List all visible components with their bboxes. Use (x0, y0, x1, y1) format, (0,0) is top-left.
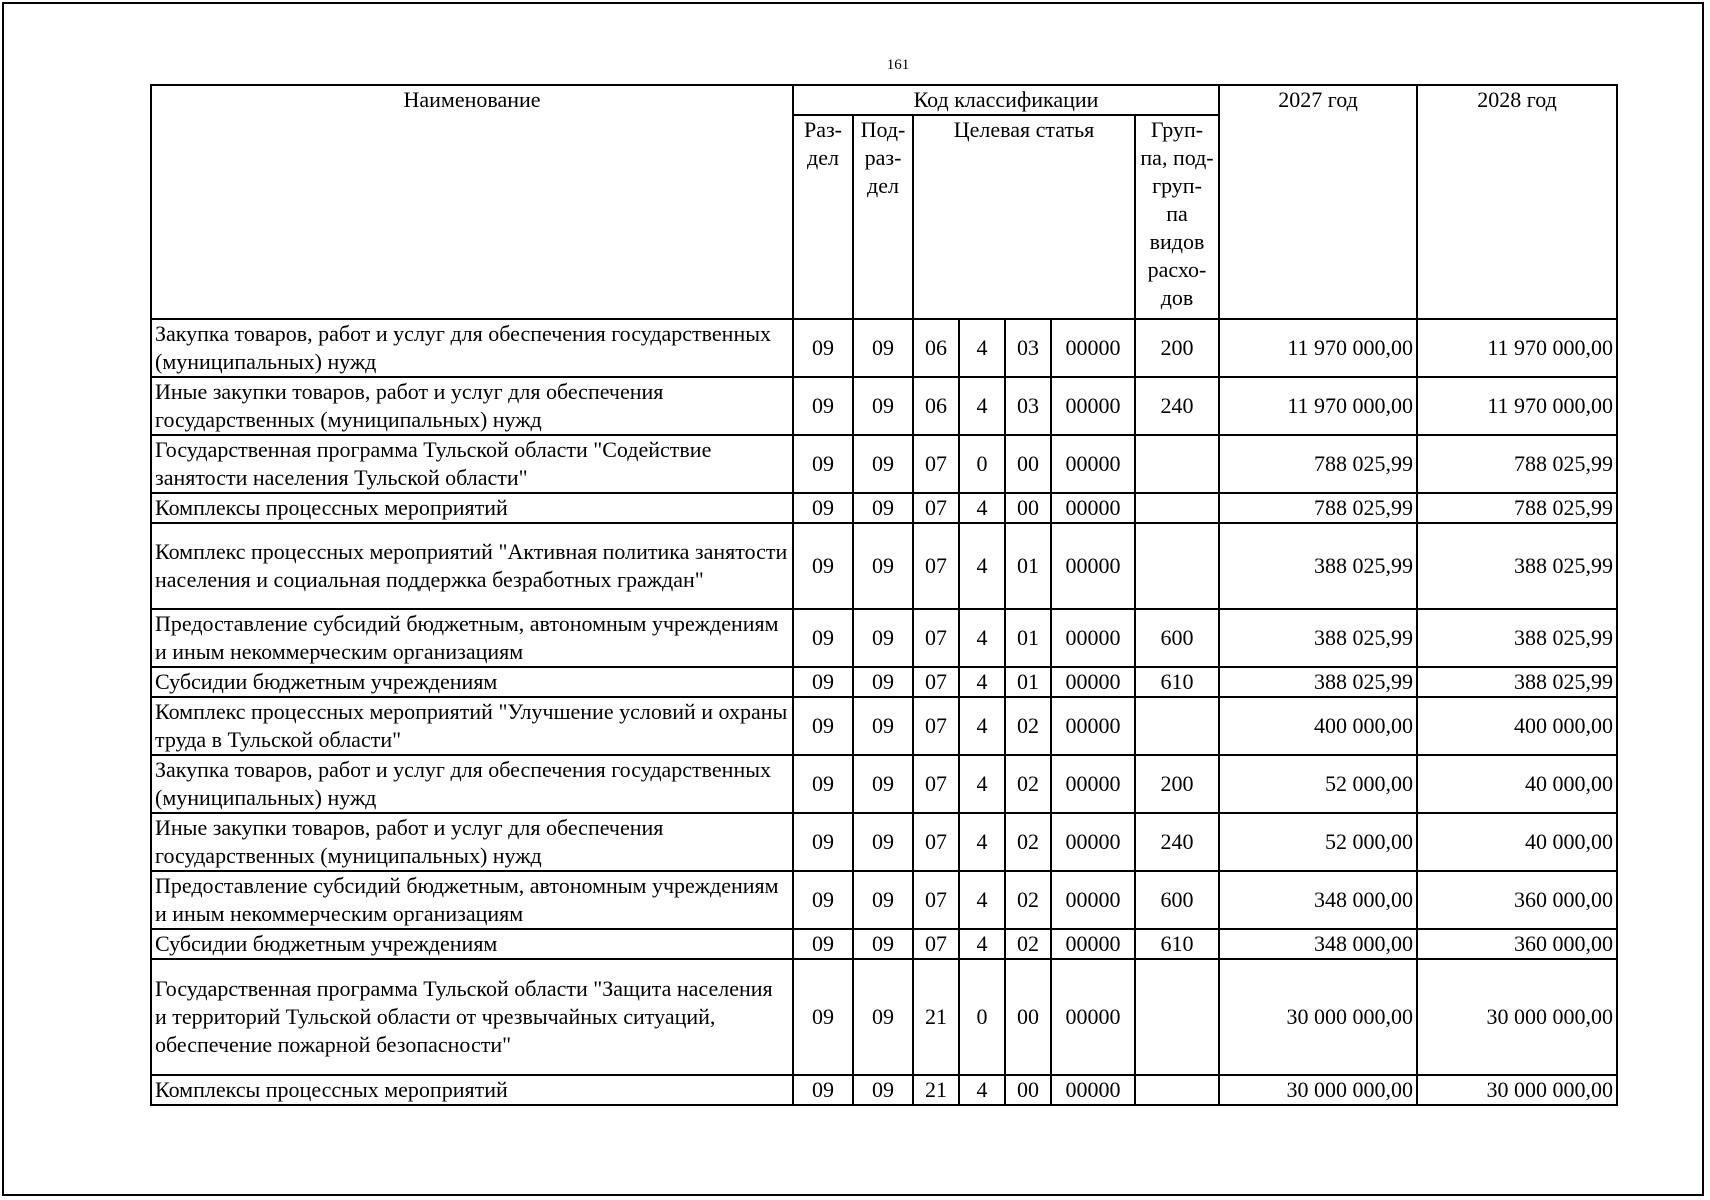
row-subsection: 09 (853, 377, 913, 435)
row-amount-2028: 11 970 000,00 (1417, 377, 1617, 435)
row-name: Иные закупки товаров, работ и услуг для обеспечения государственных (муниципальных) нужд (151, 377, 793, 435)
table-row (151, 813, 1617, 871)
row-program: 07 (913, 667, 959, 697)
row-subsection: 09 (853, 667, 913, 697)
row-amount-2027: 388 025,99 (1219, 667, 1417, 697)
row-expense-group: 600 (1135, 609, 1219, 667)
row-subprogram: 00 (1005, 959, 1051, 1075)
row-name: Комплексы процессных мероприятий (151, 1075, 793, 1105)
row-program: 07 (913, 435, 959, 493)
row-subsection: 09 (853, 493, 913, 523)
row-amount-2027: 30 000 000,00 (1219, 959, 1417, 1075)
row-direction: 00000 (1051, 609, 1135, 667)
row-expense-group: 240 (1135, 813, 1219, 871)
row-amount-2028: 40 000,00 (1417, 755, 1617, 813)
row-program: 07 (913, 871, 959, 929)
row-subsection: 09 (853, 697, 913, 755)
row-subprogram: 00 (1005, 1075, 1051, 1105)
row-expense-group: 240 (1135, 377, 1219, 435)
row-program-type: 4 (959, 813, 1005, 871)
row-name: Субсидии бюджетным учреждениям (151, 667, 793, 697)
row-amount-2027: 30 000 000,00 (1219, 1075, 1417, 1105)
row-direction: 00000 (1051, 1075, 1135, 1105)
row-subprogram: 01 (1005, 609, 1051, 667)
row-expense-group (1135, 435, 1219, 493)
row-expense-group (1135, 697, 1219, 755)
row-amount-2028: 388 025,99 (1417, 609, 1617, 667)
row-program: 07 (913, 609, 959, 667)
row-subsection: 09 (853, 871, 913, 929)
row-program: 21 (913, 1075, 959, 1105)
row-subprogram: 02 (1005, 755, 1051, 813)
row-section: 09 (793, 755, 853, 813)
row-name: Предоставление субсидий бюджетным, автономным учреждениям и иным некоммерческим организациям (151, 609, 793, 667)
row-direction: 00000 (1051, 697, 1135, 755)
row-name: Комплекс процессных мероприятий "Улучшение условий и охраны труда в Тульской области" (151, 697, 793, 755)
row-section: 09 (793, 1075, 853, 1105)
row-section: 09 (793, 813, 853, 871)
row-amount-2027: 388 025,99 (1219, 609, 1417, 667)
row-expense-group: 600 (1135, 871, 1219, 929)
row-program-type: 4 (959, 1075, 1005, 1105)
budget-table (150, 84, 1618, 1106)
row-name: Комплекс процессных мероприятий "Активная политика занятости населения и социальная поддержка безработных граждан" (151, 523, 793, 609)
row-amount-2027: 788 025,99 (1219, 435, 1417, 493)
row-program-type: 4 (959, 667, 1005, 697)
row-expense-group: 610 (1135, 929, 1219, 959)
row-amount-2027: 52 000,00 (1219, 755, 1417, 813)
row-subprogram: 02 (1005, 813, 1051, 871)
row-amount-2027: 11 970 000,00 (1219, 319, 1417, 377)
row-amount-2028: 788 025,99 (1417, 435, 1617, 493)
row-subsection: 09 (853, 609, 913, 667)
row-program: 07 (913, 523, 959, 609)
row-program-type: 4 (959, 929, 1005, 959)
row-direction: 00000 (1051, 493, 1135, 523)
row-amount-2027: 52 000,00 (1219, 813, 1417, 871)
table-row (151, 697, 1617, 755)
header-year-2027: 2027 год (1219, 85, 1417, 319)
row-section: 09 (793, 319, 853, 377)
row-program-type: 0 (959, 435, 1005, 493)
row-program-type: 4 (959, 871, 1005, 929)
row-section: 09 (793, 493, 853, 523)
row-expense-group: 200 (1135, 319, 1219, 377)
row-section: 09 (793, 697, 853, 755)
row-program-type: 0 (959, 959, 1005, 1075)
row-amount-2027: 11 970 000,00 (1219, 377, 1417, 435)
table-row (151, 609, 1617, 667)
row-section: 09 (793, 523, 853, 609)
row-direction: 00000 (1051, 959, 1135, 1075)
row-subprogram: 01 (1005, 667, 1051, 697)
row-program-type: 4 (959, 609, 1005, 667)
row-amount-2028: 388 025,99 (1417, 523, 1617, 609)
row-amount-2028: 11 970 000,00 (1417, 319, 1617, 377)
row-amount-2027: 348 000,00 (1219, 929, 1417, 959)
table-row (151, 435, 1617, 493)
row-subsection: 09 (853, 813, 913, 871)
table-row (151, 755, 1617, 813)
row-subprogram: 02 (1005, 871, 1051, 929)
row-name: Закупка товаров, работ и услуг для обеспечения государственных (муниципальных) нужд (151, 319, 793, 377)
row-section: 09 (793, 959, 853, 1075)
table-row (151, 493, 1617, 523)
row-name: Предоставление субсидий бюджетным, автономным учреждениям и иным некоммерческим организациям (151, 871, 793, 929)
table-row (151, 523, 1617, 609)
row-expense-group (1135, 493, 1219, 523)
row-subsection: 09 (853, 435, 913, 493)
row-program-type: 4 (959, 697, 1005, 755)
row-amount-2028: 30 000 000,00 (1417, 959, 1617, 1075)
row-direction: 00000 (1051, 667, 1135, 697)
table-row (151, 377, 1617, 435)
table-row (151, 871, 1617, 929)
row-subsection: 09 (853, 959, 913, 1075)
row-program-type: 4 (959, 755, 1005, 813)
row-amount-2028: 360 000,00 (1417, 871, 1617, 929)
row-amount-2027: 788 025,99 (1219, 493, 1417, 523)
row-amount-2028: 40 000,00 (1417, 813, 1617, 871)
row-amount-2027: 400 000,00 (1219, 697, 1417, 755)
row-subprogram: 00 (1005, 435, 1051, 493)
row-subsection: 09 (853, 755, 913, 813)
row-subsection: 09 (853, 1075, 913, 1105)
table-row (151, 929, 1617, 959)
row-name: Комплексы процессных мероприятий (151, 493, 793, 523)
row-subsection: 09 (853, 319, 913, 377)
row-name: Государственная программа Тульской области "Содействие занятости населения Тульской области" (151, 435, 793, 493)
row-program: 06 (913, 377, 959, 435)
row-subsection: 09 (853, 523, 913, 609)
row-subprogram: 00 (1005, 493, 1051, 523)
row-name: Государственная программа Тульской области "Защита населения и территорий Тульской области от чрезвычайных ситуаций, обеспечение пожарной безопасности" (151, 959, 793, 1075)
row-expense-group (1135, 959, 1219, 1075)
row-direction: 00000 (1051, 929, 1135, 959)
header-classification: Код классификации (793, 85, 1219, 115)
row-subprogram: 03 (1005, 319, 1051, 377)
row-program: 07 (913, 493, 959, 523)
row-program: 21 (913, 959, 959, 1075)
row-section: 09 (793, 435, 853, 493)
row-amount-2028: 360 000,00 (1417, 929, 1617, 959)
row-amount-2027: 388 025,99 (1219, 523, 1417, 609)
header-year-2028: 2028 год (1417, 85, 1617, 319)
row-direction: 00000 (1051, 435, 1135, 493)
header-name: Наименование (151, 85, 793, 319)
row-program: 07 (913, 813, 959, 871)
header-expense-group: Груп- па, под- груп- па видов расхо- дов (1135, 115, 1219, 319)
row-expense-group: 200 (1135, 755, 1219, 813)
table-row (151, 1075, 1617, 1105)
row-program-type: 4 (959, 493, 1005, 523)
row-expense-group (1135, 1075, 1219, 1105)
row-expense-group: 610 (1135, 667, 1219, 697)
row-direction: 00000 (1051, 377, 1135, 435)
row-program: 07 (913, 697, 959, 755)
row-amount-2028: 788 025,99 (1417, 493, 1617, 523)
row-program: 06 (913, 319, 959, 377)
row-program-type: 4 (959, 377, 1005, 435)
row-amount-2028: 388 025,99 (1417, 667, 1617, 697)
row-direction: 00000 (1051, 319, 1135, 377)
row-name: Субсидии бюджетным учреждениям (151, 929, 793, 959)
row-amount-2028: 30 000 000,00 (1417, 1075, 1617, 1105)
row-program: 07 (913, 755, 959, 813)
header-target-article: Целевая статья (913, 115, 1135, 319)
row-amount-2028: 400 000,00 (1417, 697, 1617, 755)
table-row (151, 319, 1617, 377)
row-subprogram: 01 (1005, 523, 1051, 609)
header-section: Раз- дел (793, 115, 853, 319)
row-program-type: 4 (959, 319, 1005, 377)
row-direction: 00000 (1051, 523, 1135, 609)
row-direction: 00000 (1051, 813, 1135, 871)
row-direction: 00000 (1051, 755, 1135, 813)
row-amount-2027: 348 000,00 (1219, 871, 1417, 929)
row-program-type: 4 (959, 523, 1005, 609)
row-program: 07 (913, 929, 959, 959)
row-section: 09 (793, 667, 853, 697)
row-section: 09 (793, 871, 853, 929)
row-name: Закупка товаров, работ и услуг для обеспечения государственных (муниципальных) нужд (151, 755, 793, 813)
row-expense-group (1135, 523, 1219, 609)
row-direction: 00000 (1051, 871, 1135, 929)
row-subprogram: 02 (1005, 697, 1051, 755)
row-subsection: 09 (853, 929, 913, 959)
page-number: 161 (886, 57, 910, 73)
table-row (151, 667, 1617, 697)
row-subprogram: 02 (1005, 929, 1051, 959)
table-row (151, 959, 1617, 1075)
row-section: 09 (793, 609, 853, 667)
row-section: 09 (793, 929, 853, 959)
row-subprogram: 03 (1005, 377, 1051, 435)
row-name: Иные закупки товаров, работ и услуг для обеспечения государственных (муниципальных) нужд (151, 813, 793, 871)
row-section: 09 (793, 377, 853, 435)
header-subsection: Под- раз- дел (853, 115, 913, 319)
